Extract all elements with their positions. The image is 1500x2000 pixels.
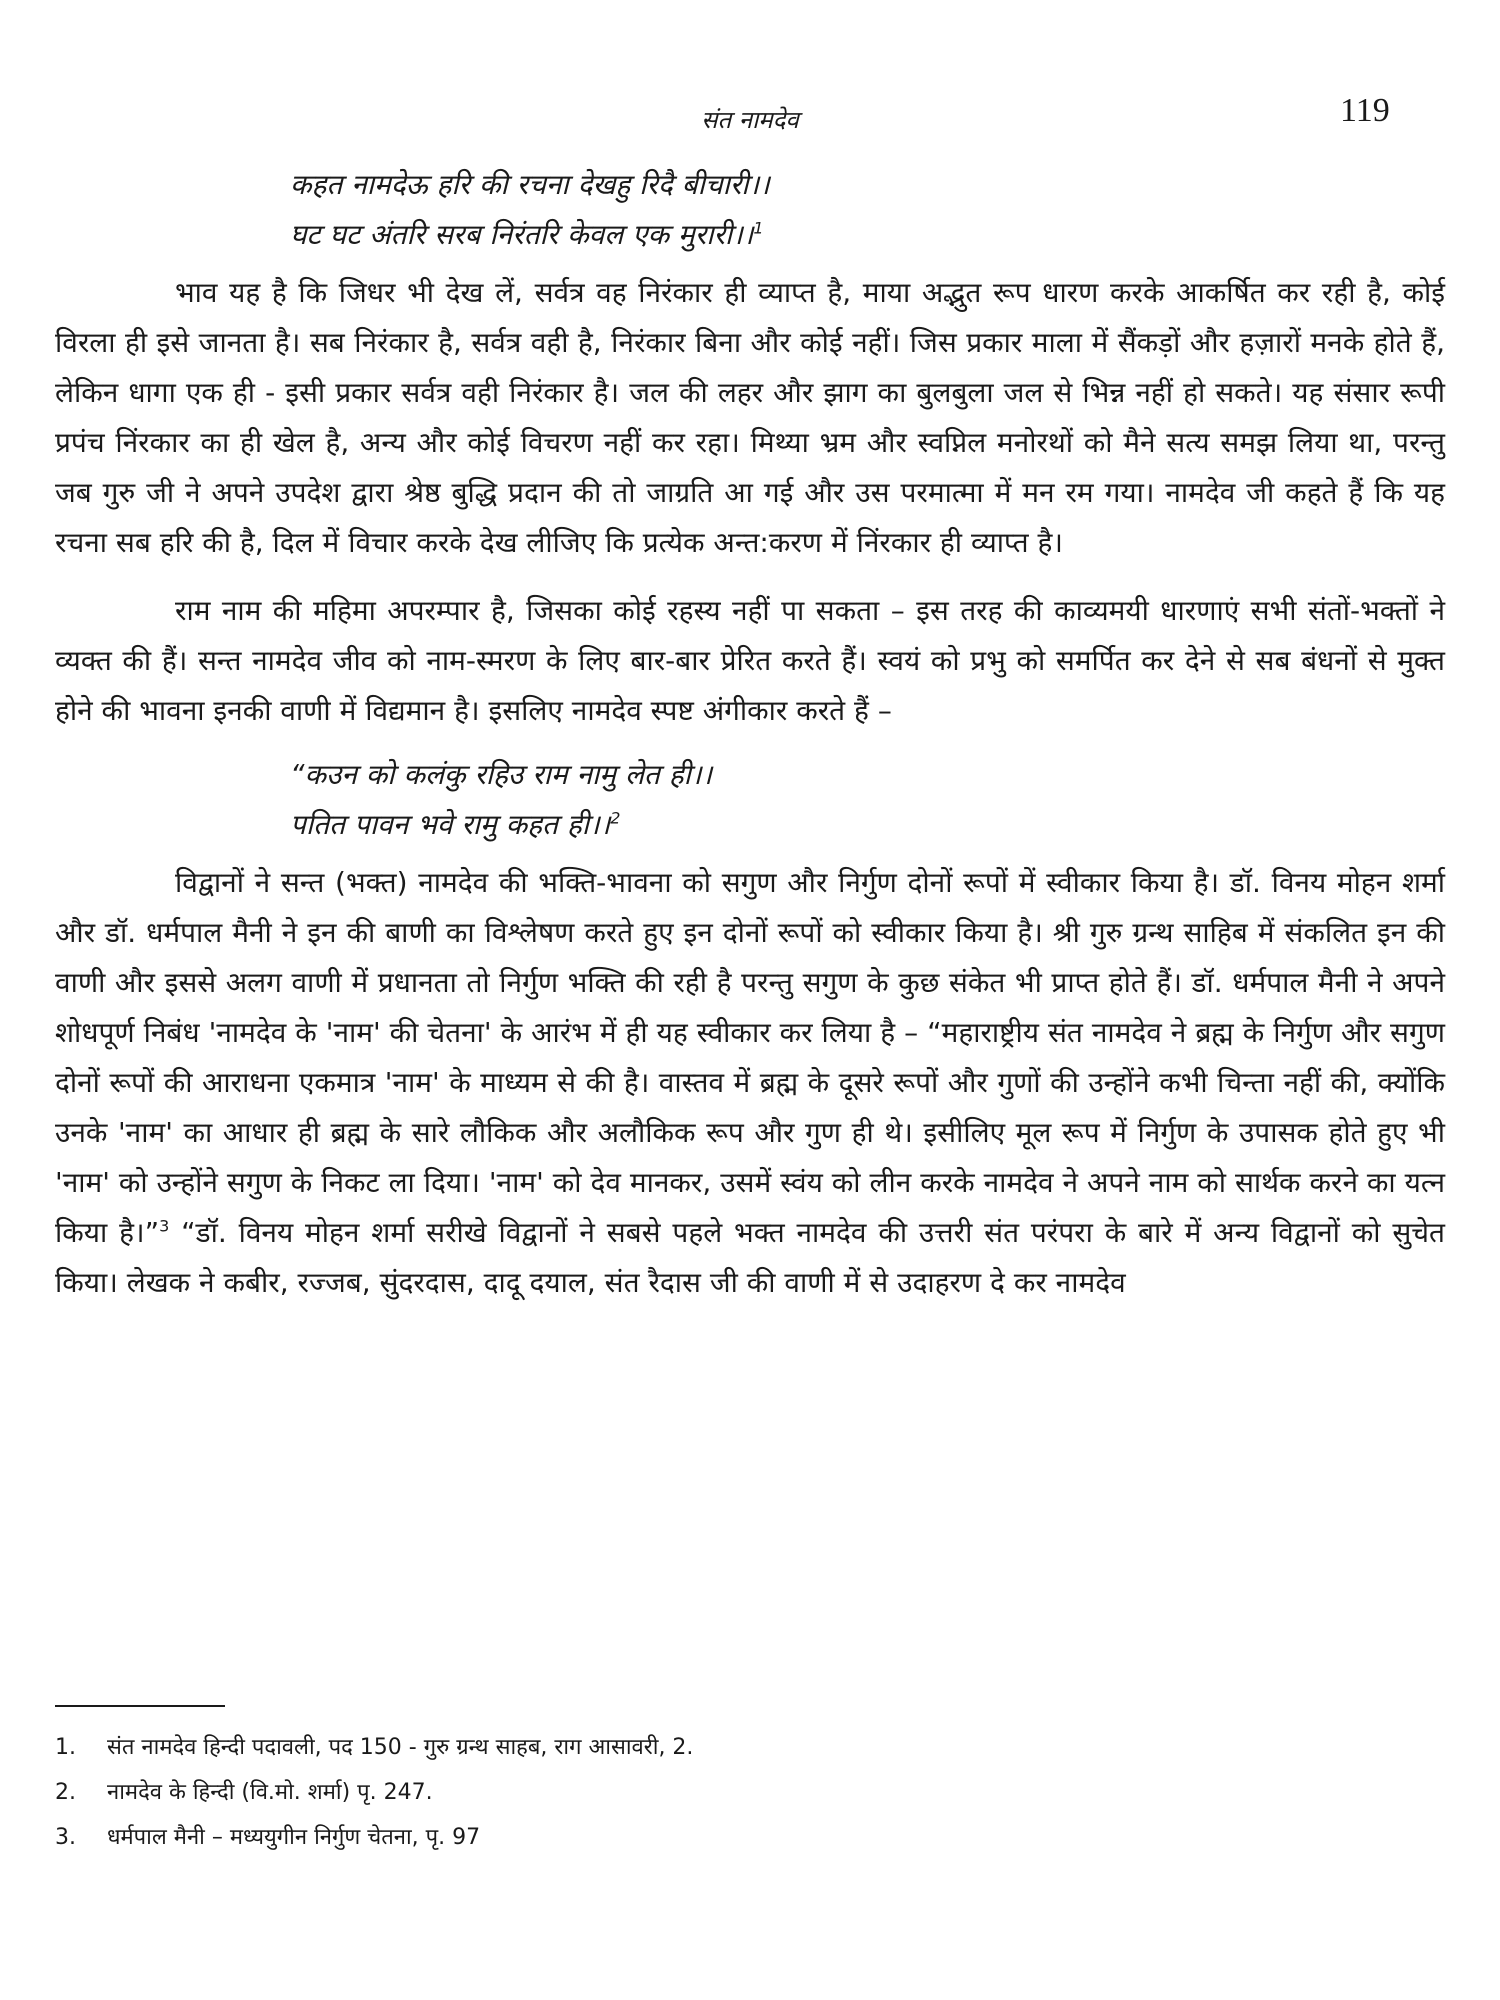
verse-1-line-2-text: घट घट अंतरि सरब निरंतरि केवल एक मुरारी।। <box>290 218 754 251</box>
footnote-text: धर्मपाल मैनी – मध्ययुगीन निर्गुण चेतना, पृ. 97 <box>107 1825 481 1850</box>
footnote-number: 3. <box>55 1825 76 1850</box>
page-number: 119 <box>1340 92 1390 129</box>
footnotes <box>55 1725 1355 1860</box>
verse-2-line-2-text: पतित पावन भवे रामु कहत ही।। <box>290 808 611 841</box>
paragraph-3 <box>55 858 1445 1308</box>
footnote-3 <box>55 1815 1355 1860</box>
verse-1-line-2 <box>290 210 1445 260</box>
verse-2-line-1: “कउन को कलंकु रहिउ राम नामु लेत ही।। <box>290 758 713 791</box>
footnote-number: 1. <box>55 1735 76 1760</box>
footnote-text: संत नामदेव हिन्दी पदावली, पद 150 - गुरु ग्रन्थ साहब, राग आसावरी, 2. <box>107 1735 694 1760</box>
footnote-ref-2: 2 <box>610 808 621 828</box>
footnote-rule <box>55 1705 225 1707</box>
paragraph-3-part-2: “डॉ. विनय मोहन शर्मा सरीखे विद्वानों ने सबसे पहले भक्त नामदेव की उत्तरी संत परंपरा के बारे में अन्य विद्वानों को सुचेत किया। लेखक ने कबीर, रज्जब, सुंदरदास, दादू दयाल, संत रैदास जी की वाणी में से उदाहरण दे कर नामदेव <box>55 1216 1445 1299</box>
paragraph-3-part-1: विद्वानों ने सन्त (भक्त) नामदेव की भक्ति-भावना को सगुण और निर्गुण दोनों रूपों में स्वीकार किया है। डॉ. विनय मोहन शर्मा और डॉ. धर्मपाल मैनी ने इन की बाणी का विश्लेषण करते हुए इन दोनों रूपों को स्वीकार किया है। श्री गुरु ग्रन्थ साहिब में संकलित इन की वाणी और इससे अलग वाणी में प्रधानता तो निर्गुण भक्ति की रही है परन्तु सगुण के कुछ संकेत भी प्राप्त होते हैं। डॉ. धर्मपाल मैनी ने अपने शोधपूर्ण निबंध 'नामदेव के 'नाम' की चेतना' के आरंभ में ही यह स्वीकार कर लिया है – “महाराष्ट्रीय संत नामदेव ने ब्रह्म के निर्गुण और सगुण दोनों रूपों की आराधना एकमात्र 'नाम' के माध्यम से की है। वास्तव में ब्रह्म के दूसरे रूपों और गुणों की उन्होंने कभी चिन्ता नहीं की, क्योंकि उनके 'नाम' का आधार ही ब्रह्म के सारे लौकिक और अलौकिक रूप और गुण ही थे। इसीलिए मूल रूप में निर्गुण के उपासक होते हुए भी 'नाम' को उन्होंने सगुण के निकट ला दिया। 'नाम' को देव मानकर, उसमें स्वंय को लीन करके नामदेव ने अपने नाम को सार्थक करने का यत्न किया है।” <box>55 866 1445 1249</box>
running-title: संत नामदेव <box>701 106 799 134</box>
paragraph-1: भाव यह है कि जिधर भी देख लें, सर्वत्र वह निरंकार ही व्याप्त है, माया अद्भुत रूप धारण करके आकर्षित कर रही है, कोई विरला ही इसे जानता है। सब निरंकार है, सर्वत्र वही है, निरंकार बिना और कोई नहीं। जिस प्रकार माला में सैंकड़ों और हज़ारों मनके होते हैं, लेकिन धागा एक ही - इसी प्रकार सर्वत्र वही निरंकार है। जल की लहर और झाग का बुलबुला जल से भिन्न नहीं हो सकते। यह संसार रूपी प्रपंच निंरकार का ही खेल है, अन्य और कोई विचरण नहीं कर रहा। मिथ्या भ्रम और स्वप्निल मनोरथों को मैने सत्य समझ लिया था, परन्तु जब गुरु जी ने अपने उपदेश द्वारा श्रेष्ठ बुद्धि प्रदान की तो जाग्रति आ गई और उस परमात्मा में मन रम गया। नामदेव जी कहते हैं कि यह रचना सब हरि की है, दिल में विचार करके देख लीजिए कि प्रत्येक अन्त:करण में निंरकार ही व्याप्त है। <box>55 276 1445 559</box>
footnote-ref-1: 1 <box>753 218 764 238</box>
verse-quote-2 <box>290 750 1445 850</box>
footnote-2 <box>55 1770 1355 1815</box>
paragraph-2: राम नाम की महिमा अपरम्पार है, जिसका कोई रहस्य नहीं पा सकता – इस तरह की काव्यमयी धारणाएं सभी संतों-भक्तों ने व्यक्त की हैं। सन्त नामदेव जीव को नाम-स्मरण के लिए बार-बार प्रेरित करते हैं। स्वयं को प्रभु को समर्पित कर देने से सब बंधनों से मुक्त होने की भावना इनकी वाणी में विद्यमान है। इसलिए नामदेव स्पष्ट अंगीकार करते हैं – <box>55 594 1445 727</box>
verse-1-line-1: कहत नामदेऊ हरि की रचना देखहु रिदै बीचारी।। <box>290 168 770 201</box>
footnote-1 <box>55 1725 1355 1770</box>
footnote-number: 2. <box>55 1780 76 1805</box>
footnote-text: नामदेव के हिन्दी (वि.मो. शर्मा) पृ. 247. <box>107 1780 433 1805</box>
verse-2-line-2 <box>290 800 1445 850</box>
verse-quote-1 <box>290 160 1445 260</box>
body-text <box>55 160 1445 1322</box>
footnote-ref-3: 3 <box>159 1216 170 1236</box>
